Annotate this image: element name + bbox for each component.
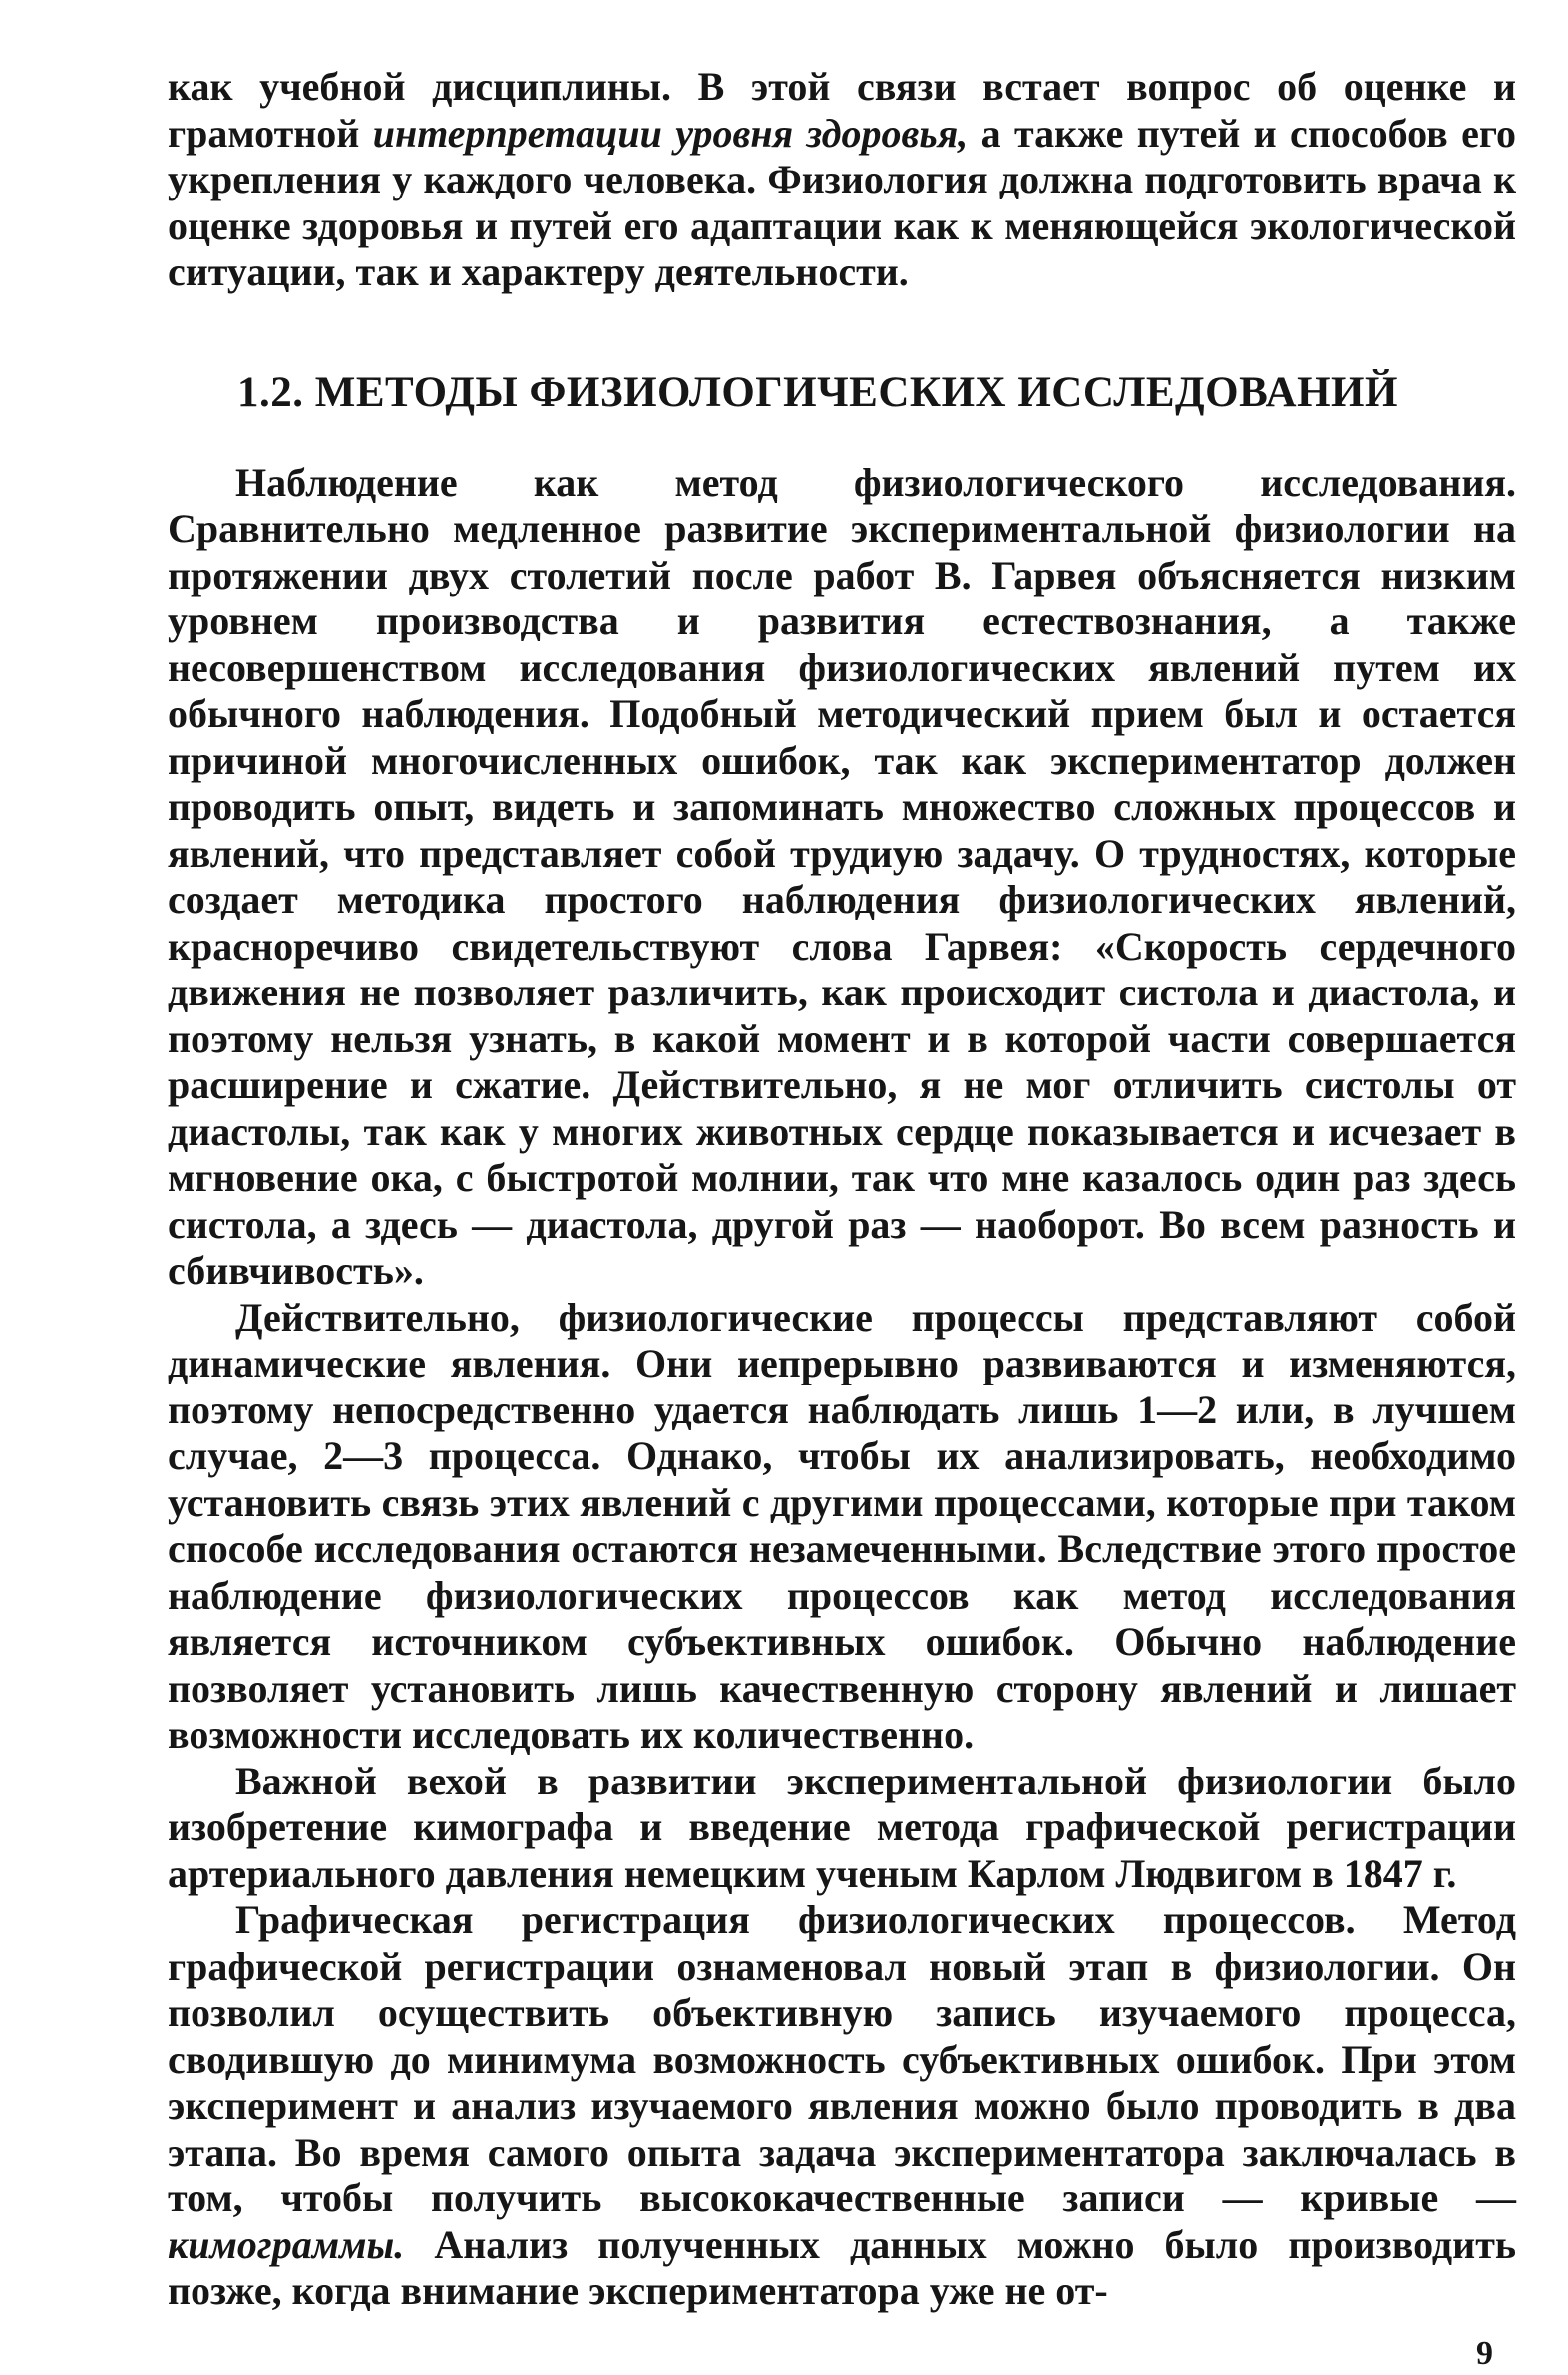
graphic-italic-term: кимограммы. (168, 2221, 405, 2267)
page-number: 9 (1476, 2335, 1493, 2372)
section-heading: 1.2. МЕТОДЫ ФИЗИОЛОГИЧЕСКИХ ИССЛЕДОВАНИЙ (237, 368, 1398, 416)
dynamic-processes-paragraph: Действительно, физиологические процессы представляют собой динамические явления. Они иепрерывно развиваются и изменяются, поэтому непосредственно удается наблюдать лишь 1—2 или, в лучшем случае, 2—3 процесса. Однако, чтобы их анализировать, необходимо установить связь этих явлений с другими процессами, которые при таком способе исследования остаются незамеченными. Вследствие этого простое наблюдение физиологических процессов как метод исследования является источником субъективных ошибок. Обычно наблюдение позволяет установить лишь качественную сторону явлений и лишает возможности исследовать их количественно. (168, 1294, 1516, 1757)
graphic-text-start: Метод графической регистрации ознаменовал новый этап в физиологии. Он позволил осуществить объективную запись изучаемого процесса, сводившую до минимума возможность субъективных ошибок. При этом эксперимент и анализ изучаемого явления можно было проводить в два этапа. Во время самого опыта задача экспериментатора заключалась в том, чтобы получить высококачественные записи — кривые — (168, 1897, 1516, 2220)
graphic-text-end: Анализ полученных данных можно было производить позже, когда внимание экспериментатора уже не от- (168, 2221, 1516, 2313)
kymograph-paragraph: Важной вехой в развитии экспериментальной физиологии было изобретение кимографа и введение метода графической регистрации артериального давления немецким ученым Карлом Людвигом в 1847 г. (168, 1758, 1516, 1896)
continuation-paragraph (168, 64, 1516, 296)
observation-run-in-heading: Наблюдение как метод физиологического исследования. (235, 459, 1516, 505)
continuation-text-start: как учебной дисциплины. В этой связи встает вопрос об оценке и грамотной (168, 64, 1516, 156)
continuation-italic-term: интерпретации уровня здоровья, (372, 110, 969, 156)
graphic-registration-paragraph (168, 1897, 1516, 2315)
observation-paragraph (168, 460, 1516, 1295)
observation-text: Сравнительно медленное развитие экспериментальной физиологии на протяжении двух столетий после работ В. Гарвея объясняется низким уровнем производства и развития естествознания, а также несовершенством исследования физиологических явлений путем их обычного наблюдения. Подобный методический прием был и остается причиной многочисленных ошибок, так как экспериментатор должен проводить опыт, видеть и запоминать множество сложных процессов и явлений, что представляет собой трудиую задачу. О трудностях, которые создает методика простого наблюдения физиологических явлений, красноречиво свидетельствуют слова Гарвея: «Скорость сердечного движения не позволяет различить, как происходит систола и диастола, и поэтому нельзя узнать, в какой момент и в которой части совершается расширение и сжатие. Действительно, я не мог отличить систолы от диастолы, так как у многих животных сердце показывается и исчезает в мгновение ока, с быстротой молнии, так что мне казалось один раз здесь систола, а здесь — диастола, другой раз — наоборот. Во всем разность и сбивчивость». (168, 506, 1516, 1293)
graphic-run-in-heading: Графическая регистрация физиологических процессов. (235, 1897, 1356, 1942)
page-body (168, 64, 1516, 2315)
continuation-text-end: а также путей и способов его укрепления у каждого человека. Физиология должна подготовить врача к оценке здоровья и путей его адаптации как к меняющейся экологической ситуации, так и характеру деятельности. (168, 110, 1516, 294)
